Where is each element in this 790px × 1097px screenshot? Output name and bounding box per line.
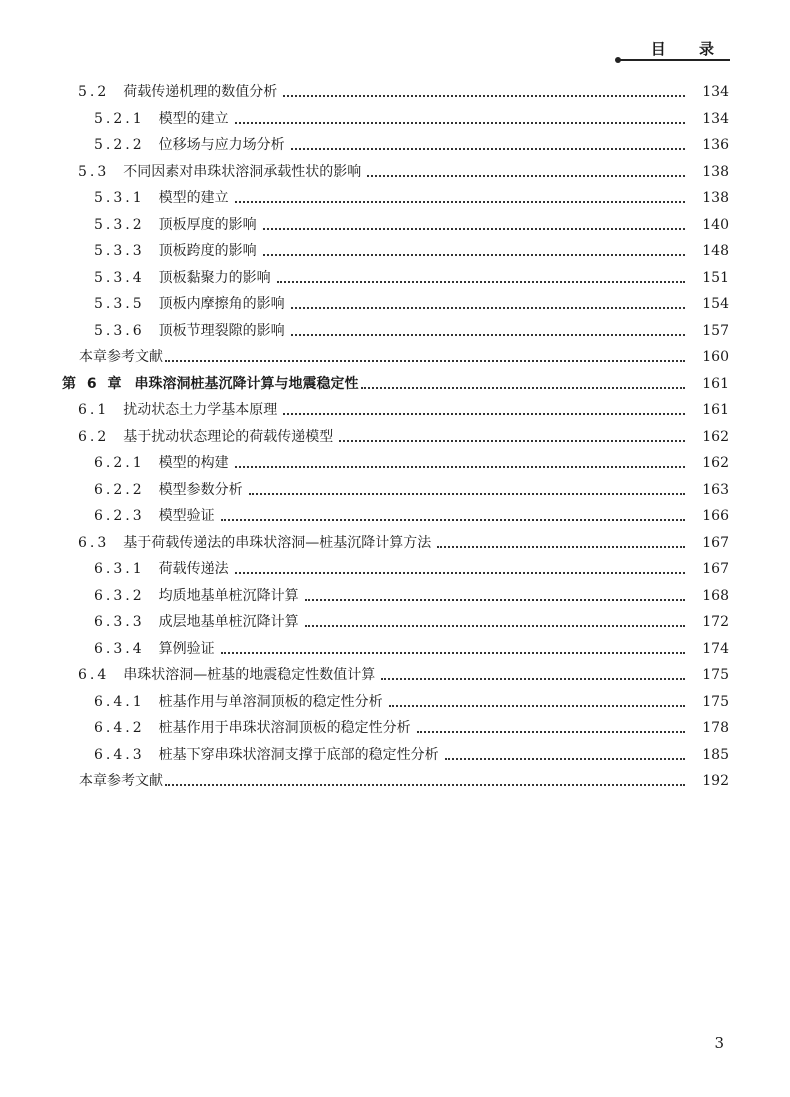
dot-leader (221, 652, 685, 654)
toc-entry-page: 167 (702, 561, 729, 578)
toc-entry[interactable] (0, 106, 790, 133)
toc-entry-title: 顶板节理裂隙的影响 (158, 322, 285, 339)
dot-leader (305, 599, 685, 601)
toc-entry-title: 串珠溶洞桩基沉降计算与地震稳定性 (134, 375, 359, 392)
table-of-contents (0, 79, 790, 795)
toc-entry-page: 138 (702, 190, 729, 207)
toc-entry-page: 172 (702, 614, 729, 631)
toc-entry-number: 6.2.2 (94, 481, 145, 498)
toc-entry-number: 第 6 章 (62, 375, 125, 392)
dot-leader (221, 519, 685, 521)
toc-entry-title: 顶板厚度的影响 (158, 216, 257, 233)
toc-entry-title: 不同因素对串珠状溶洞承载性状的影响 (123, 163, 362, 180)
toc-entry-number: 6.1 (78, 402, 110, 419)
toc-entry-page: 161 (702, 402, 729, 419)
toc-entry-title: 基于扰动状态理论的荷载传递模型 (123, 428, 334, 445)
toc-entry[interactable] (0, 556, 790, 583)
dot-leader (249, 493, 685, 495)
dot-leader (235, 572, 685, 574)
toc-entry-title: 算例验证 (158, 640, 215, 657)
dot-leader (277, 281, 685, 283)
toc-entry-number: 5.3.5 (94, 296, 145, 313)
toc-entry-page: 162 (702, 455, 729, 472)
toc-entry-title: 桩基作用于串珠状溶洞顶板的稳定性分析 (158, 720, 411, 737)
dot-leader (445, 758, 685, 760)
toc-entry-title: 荷载传递法 (158, 561, 229, 578)
toc-entry-page: 154 (702, 296, 729, 313)
toc-entry-number: 6.3 (78, 534, 110, 551)
toc-entry[interactable] (0, 318, 790, 345)
dot-leader (417, 731, 685, 733)
toc-entry-title: 模型的建立 (158, 110, 229, 127)
toc-entry-title: 成层地基单桩沉降计算 (158, 614, 299, 631)
toc-entry[interactable] (0, 212, 790, 239)
toc-entry-number: 6.3.3 (94, 614, 145, 631)
toc-entry-number: 6.4.1 (94, 693, 145, 710)
toc-entry-page: 140 (702, 216, 729, 233)
toc-entry[interactable] (0, 662, 790, 689)
dot-leader (381, 678, 685, 680)
toc-entry-number: 6.3.2 (94, 587, 145, 604)
dot-leader (367, 175, 685, 177)
toc-entry-number: 6.4.2 (94, 720, 145, 737)
toc-entry-title: 桩基下穿串珠状溶洞支撑于底部的稳定性分析 (158, 746, 439, 763)
toc-entry-page: 160 (702, 349, 729, 366)
running-header (618, 38, 730, 64)
toc-entry[interactable] (0, 450, 790, 477)
toc-entry-page: 168 (702, 587, 729, 604)
toc-entry[interactable] (0, 185, 790, 212)
toc-entry-title: 荷载传递机理的数值分析 (123, 84, 278, 101)
toc-entry-title: 模型的构建 (158, 455, 229, 472)
toc-entry-title: 均质地基单桩沉降计算 (158, 587, 299, 604)
dot-leader (291, 148, 685, 150)
dot-leader (361, 387, 686, 389)
toc-entry[interactable] (0, 238, 790, 265)
toc-entry-title: 桩基作用与单溶洞顶板的稳定性分析 (158, 693, 383, 710)
toc-entry-number: 6.3.4 (94, 640, 145, 657)
toc-entry[interactable] (0, 159, 790, 186)
toc-entry[interactable] (0, 636, 790, 663)
toc-entry[interactable] (0, 79, 790, 106)
toc-entry[interactable] (0, 265, 790, 292)
toc-entry-page: 138 (702, 163, 729, 180)
toc-entry-page: 167 (702, 534, 729, 551)
toc-entry-number: 5.2.1 (94, 110, 145, 127)
dot-leader (263, 254, 685, 256)
toc-entry-title: 串珠状溶洞—桩基的地震稳定性数值计算 (123, 667, 376, 684)
toc-entry-page: 175 (702, 667, 729, 684)
toc-entry[interactable] (0, 291, 790, 318)
toc-entry-page: 185 (702, 746, 729, 763)
toc-entry-title: 基于荷载传递法的串珠状溶洞—桩基沉降计算方法 (123, 534, 432, 551)
toc-entry[interactable] (0, 397, 790, 424)
dot-leader (235, 201, 685, 203)
toc-entry-title: 模型的建立 (158, 190, 229, 207)
toc-entry-page: 175 (702, 693, 729, 710)
toc-entry-page: 174 (702, 640, 729, 657)
toc-entry-title: 模型验证 (158, 508, 215, 525)
header-rule (618, 59, 730, 61)
toc-entry[interactable] (0, 424, 790, 451)
toc-entry-number: 5.2 (78, 84, 110, 101)
dot-leader (283, 95, 685, 97)
toc-entry-title: 扰动状态土力学基本原理 (123, 402, 278, 419)
toc-entry[interactable] (0, 768, 790, 795)
dot-leader (235, 122, 685, 124)
dot-leader (165, 784, 685, 786)
dot-leader (291, 307, 685, 309)
dot-leader (339, 440, 685, 442)
toc-entry[interactable] (0, 503, 790, 530)
toc-entry-page: 162 (702, 428, 729, 445)
toc-entry[interactable] (0, 132, 790, 159)
header-dot (615, 57, 621, 63)
toc-entry-number: 6.3.1 (94, 561, 145, 578)
toc-entry-page: 151 (702, 269, 729, 286)
dot-leader (283, 413, 685, 415)
toc-entry-title: 顶板内摩擦角的影响 (158, 296, 285, 313)
dot-leader (235, 466, 685, 468)
header-title: 目 录 (650, 40, 728, 58)
toc-entry-page: 163 (702, 481, 729, 498)
toc-entry-page: 134 (702, 110, 729, 127)
dot-leader (263, 228, 685, 230)
toc-entry-page: 178 (702, 720, 729, 737)
toc-entry[interactable] (0, 530, 790, 557)
toc-entry-number: 6.2.3 (94, 508, 145, 525)
dot-leader (165, 360, 685, 362)
toc-entry-number: 5.2.2 (94, 137, 145, 154)
toc-entry-page: 161 (702, 375, 729, 392)
toc-entry[interactable] (0, 477, 790, 504)
toc-entry[interactable] (0, 715, 790, 742)
dot-leader (305, 625, 685, 627)
toc-entry-title: 模型参数分析 (158, 481, 243, 498)
toc-entry-number: 6.4 (78, 667, 110, 684)
toc-entry[interactable] (0, 742, 790, 769)
dot-leader (389, 705, 685, 707)
toc-entry[interactable] (0, 583, 790, 610)
dot-leader (437, 546, 685, 548)
toc-entry[interactable] (0, 344, 790, 371)
toc-entry-page: 166 (702, 508, 729, 525)
toc-entry-page: 136 (702, 137, 729, 154)
toc-entry[interactable] (0, 609, 790, 636)
toc-entry-number: 5.3.4 (94, 269, 145, 286)
toc-entry-page: 192 (702, 773, 729, 790)
toc-entry-page: 134 (702, 84, 729, 101)
toc-entry[interactable] (0, 371, 790, 398)
toc-entry-title: 本章参考文献 (79, 773, 163, 790)
toc-entry-number: 6.2 (78, 428, 110, 445)
toc-entry-number: 5.3.2 (94, 216, 145, 233)
toc-entry-title: 顶板黏聚力的影响 (158, 269, 271, 286)
toc-entry-page: 148 (702, 243, 729, 260)
toc-entry[interactable] (0, 689, 790, 716)
toc-entry-number: 5.3.1 (94, 190, 145, 207)
toc-entry-number: 5.3.3 (94, 243, 145, 260)
toc-entry-number: 6.4.3 (94, 746, 145, 763)
toc-entry-title: 位移场与应力场分析 (158, 137, 285, 154)
dot-leader (291, 334, 685, 336)
toc-entry-number: 5.3 (78, 163, 110, 180)
toc-entry-title: 本章参考文献 (79, 349, 163, 366)
toc-entry-number: 5.3.6 (94, 322, 145, 339)
toc-entry-number: 6.2.1 (94, 455, 145, 472)
page-number: 3 (714, 1034, 724, 1052)
toc-entry-title: 顶板跨度的影响 (158, 243, 257, 260)
toc-entry-page: 157 (702, 322, 729, 339)
